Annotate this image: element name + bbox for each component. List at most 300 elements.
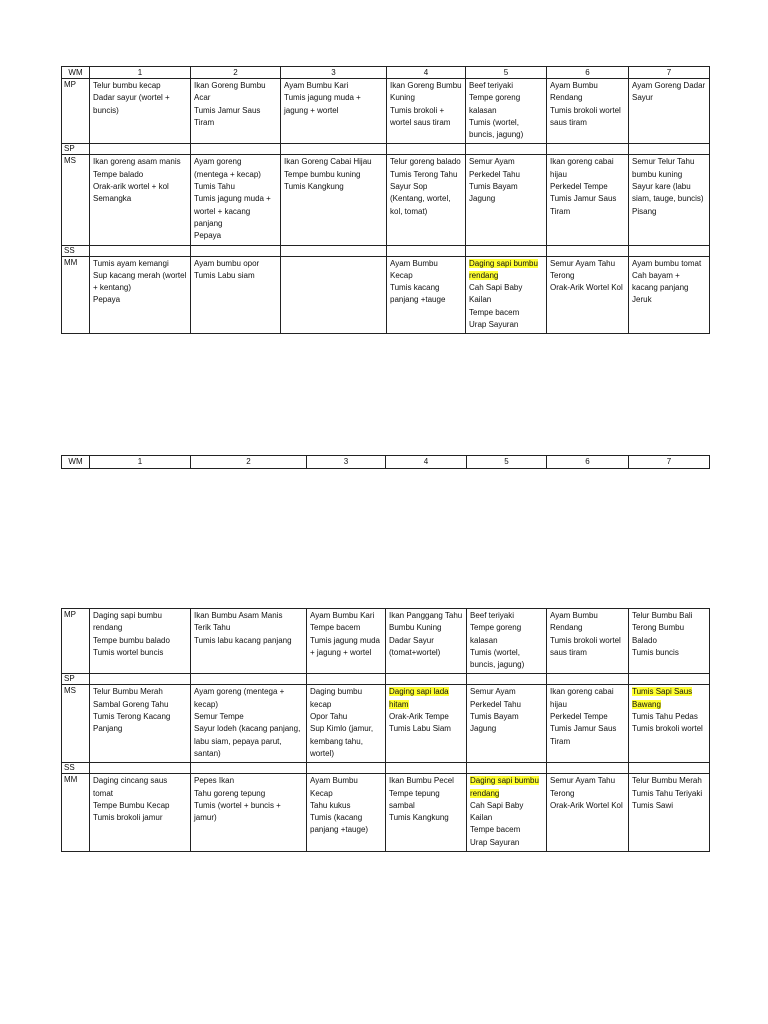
- menu-item: [632, 775, 706, 787]
- dish-text: Tumis Terong Tahu: [390, 169, 458, 179]
- menu-item: [93, 294, 187, 306]
- header-row: [62, 67, 710, 79]
- menu-item: [470, 610, 543, 622]
- dish-text: Tumis Labu Siam: [389, 724, 451, 734]
- menu-cell: [629, 774, 710, 852]
- row-label: MS: [62, 685, 90, 763]
- menu-item: [284, 92, 383, 117]
- menu-cell: [281, 79, 387, 144]
- menu-item: [469, 258, 543, 283]
- menu-table-body: [62, 609, 710, 852]
- menu-item: [632, 156, 706, 181]
- menu-cell: [307, 674, 386, 685]
- row-label: MM: [62, 774, 90, 852]
- menu-item: [93, 270, 187, 295]
- menu-table-header-only: [61, 455, 710, 469]
- dish-text: Ikan goreng asam manis: [93, 157, 181, 167]
- dish-text: Urap Sayuran: [469, 320, 519, 330]
- dish-text: Ikan Bumbu Pecel: [389, 776, 454, 786]
- dish-text: Tempe bacem: [470, 825, 521, 835]
- menu-item: [310, 775, 382, 800]
- dish-text: Semur Ayam Tahu Terong: [550, 258, 616, 280]
- dish-text: Tumis brokoli + wortel saus tiram: [390, 105, 451, 127]
- menu-cell: [547, 256, 629, 334]
- menu-cell: [281, 256, 387, 334]
- menu-item: [310, 622, 382, 634]
- menu-item: [550, 711, 625, 723]
- header-cell: 6: [547, 456, 629, 469]
- menu-cell: [191, 609, 307, 674]
- menu-cell: [387, 79, 466, 144]
- dish-text: Tumis (wortel, buncis, jagung): [469, 117, 524, 140]
- menu-item: [194, 635, 303, 647]
- menu-cell: [629, 685, 710, 763]
- menu-item: [389, 788, 463, 813]
- dish-text: Semangka: [93, 194, 132, 204]
- dish-text: Terik Tahu: [194, 623, 231, 633]
- menu-item: [469, 282, 543, 307]
- menu-item: [93, 156, 187, 168]
- dish-text: Terong Bumbu Balado: [632, 623, 685, 645]
- menu-item: [469, 169, 543, 181]
- menu-item: [390, 156, 462, 168]
- menu-cell: [281, 245, 387, 256]
- menu-cell: [281, 144, 387, 155]
- dish-text: Semur Tempe: [194, 712, 244, 722]
- dish-text: Tumis jagung muda + jagung + wortel: [310, 635, 380, 657]
- meal-row: [62, 774, 710, 852]
- menu-item: [93, 169, 187, 181]
- menu-item: [194, 788, 303, 800]
- dish-text: Daging bumbu kecap: [310, 687, 363, 709]
- dish-text: Telur Bumbu Merah: [93, 687, 163, 697]
- dish-text: Tempe goreng kalasan: [470, 623, 522, 645]
- menu-item: [93, 699, 187, 711]
- menu-cell: [386, 685, 467, 763]
- meal-row: [62, 256, 710, 334]
- dish-text: Ikan goreng cabai hijau: [550, 687, 614, 709]
- header-cell: 7: [629, 67, 710, 79]
- menu-item: [469, 92, 543, 117]
- dish-text: Tumis brokoli wortel saus tiram: [550, 635, 621, 657]
- menu-cell: [547, 245, 629, 256]
- menu-cell: [386, 774, 467, 852]
- header-cell: 7: [629, 456, 710, 469]
- dish-text: Tumis Tahu: [194, 182, 235, 192]
- menu-cell: [90, 774, 191, 852]
- menu-item: [194, 622, 303, 634]
- dish-text: Tumis Kangkung: [284, 182, 344, 192]
- dish-text: Tumis buncis: [632, 647, 679, 657]
- dish-text: Tempe Bumbu Kecap: [93, 800, 170, 810]
- menu-cell: [386, 674, 467, 685]
- menu-item: [389, 686, 463, 711]
- dish-text: Tempe bacem: [469, 307, 520, 317]
- menu-item: [550, 258, 625, 283]
- dish-text: Cah bayam + kacang panjang: [632, 270, 689, 293]
- menu-cell: [629, 674, 710, 685]
- menu-cell: [386, 609, 467, 674]
- dish-text: Cah Sapi Baby Kailan: [469, 283, 523, 305]
- dish-text: Pepaya: [93, 295, 121, 305]
- menu-item: [632, 800, 706, 812]
- menu-item: [550, 80, 625, 105]
- dish-text: Ikan Bumbu Asam Manis: [194, 611, 283, 620]
- dish-text: Tumis (kacang panjang +tauge): [310, 813, 369, 835]
- dish-text: Sayur Sop (Kentang, wortel, kol, tomat): [390, 182, 451, 216]
- menu-cell: [90, 245, 191, 256]
- menu-cell: [90, 144, 191, 155]
- menu-item: [390, 181, 462, 218]
- dish-text: Ikan Goreng Bumbu Acar: [194, 81, 266, 103]
- dish-text: Tempe goreng kalasan: [469, 93, 521, 115]
- menu-cell: [281, 155, 387, 245]
- menu-item: [550, 775, 625, 800]
- dish-text: Ayam Bumbu Kecap: [390, 258, 438, 280]
- dish-text: Ayam goreng (mentega + kecap): [194, 157, 261, 179]
- header-cell: 5: [466, 67, 547, 79]
- menu-cell: [467, 685, 547, 763]
- dish-text: Tumis brokoli jamur: [93, 813, 163, 823]
- menu-table-body: [62, 79, 710, 334]
- menu-cell: [90, 685, 191, 763]
- menu-item: [550, 156, 625, 181]
- menu-cell: [547, 685, 629, 763]
- menu-cell: [191, 245, 281, 256]
- menu-cell: [90, 155, 191, 245]
- menu-item: [632, 258, 706, 270]
- dish-text: Ayam Bumbu Rendang: [550, 611, 598, 633]
- menu-cell: [547, 763, 629, 774]
- menu-item: [194, 800, 303, 825]
- dish-text: Pepes Ikan: [194, 776, 235, 786]
- row-label: MP: [62, 79, 90, 144]
- menu-item: [93, 647, 187, 659]
- dish-text: Tempe bumbu balado: [93, 635, 170, 645]
- dish-text: Semur Ayam Tahu Terong: [550, 776, 616, 798]
- menu-item: [469, 307, 543, 319]
- menu-cell: [629, 144, 710, 155]
- menu-cell: [467, 774, 547, 852]
- menu-cell: [629, 256, 710, 334]
- dish-text: Tumis jagung muda + wortel + kacang panjang: [194, 194, 271, 228]
- menu-item: [632, 622, 706, 647]
- dish-text: Daging cincang saus tomat: [93, 776, 168, 798]
- menu-cell: [467, 674, 547, 685]
- menu-item: [389, 610, 463, 635]
- dish-text: Pisang: [632, 206, 657, 216]
- menu-item: [632, 723, 706, 735]
- dish-text: Tumis Labu siam: [194, 270, 255, 280]
- header-cell: 3: [307, 456, 386, 469]
- dish-text: Tumis Jamur Saus Tiram: [550, 194, 617, 216]
- menu-item: [93, 686, 187, 698]
- meal-row: [62, 685, 710, 763]
- header-row: [62, 456, 710, 469]
- header-cell: 4: [386, 456, 467, 469]
- menu-cell: [307, 685, 386, 763]
- menu-item: [469, 156, 543, 168]
- dish-text: Tumis (wortel, buncis, jagung): [470, 647, 525, 670]
- menu-cell: [467, 763, 547, 774]
- menu-item: [194, 610, 303, 622]
- dish-text: Semur Telur Tahu bumbu kuning: [632, 157, 695, 179]
- menu-item: [389, 723, 463, 735]
- menu-cell: [547, 774, 629, 852]
- header-cell: 2: [191, 456, 307, 469]
- menu-item: [632, 647, 706, 659]
- dish-text: Ikan Goreng Bumbu Kuning: [390, 81, 462, 103]
- menu-cell: [90, 79, 191, 144]
- menu-cell: [387, 144, 466, 155]
- menu-table-week-2: [61, 608, 710, 852]
- menu-item: [284, 80, 383, 92]
- menu-item: [93, 258, 187, 270]
- menu-item: [389, 635, 463, 660]
- menu-item: [284, 156, 383, 168]
- row-label: SP: [62, 144, 90, 155]
- menu-item: [194, 711, 303, 723]
- dish-text: Ayam bumbu tomat: [632, 258, 702, 268]
- menu-item: [93, 193, 187, 205]
- menu-item: [390, 282, 462, 307]
- menu-item: [194, 723, 303, 760]
- menu-item: [310, 610, 382, 622]
- menu-item: [470, 775, 543, 800]
- menu-cell: [466, 245, 547, 256]
- dish-text: Tumis Bayam Jagung: [469, 182, 518, 204]
- menu-item: [194, 258, 277, 270]
- separator-row: [62, 763, 710, 774]
- menu-item: [470, 800, 543, 825]
- menu-cell: [387, 155, 466, 245]
- menu-cell: [547, 609, 629, 674]
- dish-text: Tumis Terong Kacang Panjang: [93, 712, 171, 734]
- menu-item: [390, 80, 462, 105]
- header-cell: WM: [62, 67, 90, 79]
- menu-item: [310, 635, 382, 660]
- menu-item: [93, 812, 187, 824]
- dish-text: Orak-Arik Wortel Kol: [550, 283, 623, 293]
- menu-item: [194, 686, 303, 711]
- menu-item: [390, 258, 462, 283]
- row-label: SS: [62, 245, 90, 256]
- menu-cell: [466, 79, 547, 144]
- dish-text: Tumis Kangkung: [389, 813, 449, 823]
- menu-item: [550, 686, 625, 711]
- dish-text: Perkedel Tahu: [470, 699, 521, 709]
- meal-row: [62, 79, 710, 144]
- menu-item: [93, 80, 187, 92]
- menu-cell: [387, 245, 466, 256]
- menu-item: [469, 80, 543, 92]
- menu-cell: [547, 144, 629, 155]
- menu-item: [632, 270, 706, 295]
- menu-cell: [629, 609, 710, 674]
- dish-text: Ikan goreng cabai hijau: [550, 157, 614, 179]
- dish-text: Beef teriyaki: [470, 611, 515, 620]
- dish-text: Telur Bumbu Merah: [632, 776, 702, 786]
- dish-text: Telur goreng balado: [390, 157, 461, 167]
- menu-item: [550, 635, 625, 660]
- menu-item: [284, 169, 383, 181]
- menu-item: [632, 686, 706, 711]
- header-cell: 3: [281, 67, 387, 79]
- menu-item: [310, 686, 382, 711]
- menu-item: [389, 812, 463, 824]
- dish-text: Cah Sapi Baby Kailan: [470, 800, 524, 823]
- menu-item: [632, 788, 706, 800]
- menu-cell: [466, 256, 547, 334]
- menu-item: [550, 105, 625, 130]
- meal-row: [62, 155, 710, 245]
- menu-item: [550, 610, 625, 635]
- dish-text: Beef teriyaki: [469, 81, 514, 90]
- menu-cell: [629, 155, 710, 245]
- dish-text: Perkedel Tahu: [469, 169, 520, 179]
- dish-text: Tumis Jamur Saus Tiram: [550, 724, 617, 746]
- dish-text: Tumis brokoli wortel: [632, 724, 703, 734]
- menu-item: [632, 610, 706, 622]
- dish-text: Sambal Goreng Tahu: [93, 699, 169, 709]
- dish-text: Opor Tahu: [310, 712, 348, 722]
- menu-cell: [386, 763, 467, 774]
- menu-cell: [191, 79, 281, 144]
- menu-item: [194, 105, 277, 130]
- menu-item: [550, 181, 625, 193]
- menu-item: [194, 80, 277, 105]
- dish-text: Sup kacang merah (wortel + kentang): [93, 270, 187, 293]
- dish-text: Ayam goreng (mentega + kecap): [194, 687, 285, 709]
- highlighted-dish: Tumis Sapi Saus Bawang: [632, 687, 693, 709]
- dish-text: Ikan Goreng Cabai Hijau: [284, 157, 372, 167]
- menu-item: [310, 800, 382, 812]
- menu-item: [390, 105, 462, 130]
- separator-row: [62, 245, 710, 256]
- menu-item: [194, 156, 277, 181]
- menu-item: [550, 723, 625, 748]
- dish-text: Tumis Tahu Pedas: [632, 712, 698, 722]
- menu-item: [632, 206, 706, 218]
- menu-item: [389, 775, 463, 787]
- menu-cell: [191, 763, 307, 774]
- dish-text: Tumis Bayam Jagung: [470, 712, 519, 734]
- menu-item: [470, 686, 543, 698]
- menu-item: [93, 181, 187, 193]
- dish-text: Telur bumbu kecap: [93, 81, 161, 90]
- menu-item: [389, 711, 463, 723]
- dish-text: Tempe bacem: [310, 623, 361, 633]
- menu-cell: [90, 256, 191, 334]
- menu-item: [310, 711, 382, 723]
- dish-text: Ayam Bumbu Kecap: [310, 776, 358, 798]
- menu-item: [469, 117, 543, 142]
- dish-text: Perkedel Tempe: [550, 182, 608, 192]
- menu-cell: [191, 155, 281, 245]
- header-cell: 5: [467, 456, 547, 469]
- menu-item: [550, 282, 625, 294]
- dish-text: Orak-arik wortel + kol: [93, 182, 169, 192]
- highlighted-dish: Daging sapi bumbu rendang: [470, 776, 539, 798]
- menu-item: [310, 723, 382, 760]
- header-cell: 4: [387, 67, 466, 79]
- menu-item: [632, 711, 706, 723]
- dish-text: Urap Sayuran: [470, 837, 520, 847]
- dish-text: Ayam Goreng Dadar Sayur: [632, 81, 706, 103]
- dish-text: Tempe tepung sambal: [389, 788, 440, 810]
- menu-cell: [191, 674, 307, 685]
- dish-text: Dadar Sayur (tomat+wortel): [389, 635, 441, 657]
- menu-item: [194, 775, 303, 787]
- menu-cell: [467, 609, 547, 674]
- menu-cell: [629, 79, 710, 144]
- separator-row: [62, 144, 710, 155]
- dish-text: Sayur kare (labu siam, tauge, buncis): [632, 182, 704, 204]
- dish-text: Tumis jagung muda + jagung + wortel: [284, 93, 361, 115]
- menu-cell: [191, 144, 281, 155]
- menu-table-week-1: [61, 66, 710, 334]
- menu-item: [194, 230, 277, 242]
- menu-cell: [307, 609, 386, 674]
- menu-item: [93, 711, 187, 736]
- header-cell: WM: [62, 456, 90, 469]
- menu-cell: [191, 685, 307, 763]
- menu-item: [632, 294, 706, 306]
- dish-text: Tahu goreng tepung: [194, 788, 266, 798]
- menu-item: [632, 80, 706, 105]
- menu-item: [550, 193, 625, 218]
- dish-text: Ikan Panggang Tahu Bumbu Kuning: [389, 611, 463, 633]
- dish-text: Tumis kacang panjang +tauge: [390, 283, 446, 305]
- menu-cell: [90, 609, 191, 674]
- menu-item: [93, 800, 187, 812]
- dish-text: Semur Ayam: [469, 157, 515, 167]
- dish-text: Tumis brokoli wortel saus tiram: [550, 105, 621, 127]
- dish-text: Tempe balado: [93, 169, 144, 179]
- dish-text: Tumis (wortel + buncis + jamur): [194, 800, 281, 823]
- menu-cell: [191, 256, 281, 334]
- menu-cell: [547, 79, 629, 144]
- menu-item: [93, 775, 187, 800]
- header-cell: 6: [547, 67, 629, 79]
- dish-text: Tahu kukus: [310, 800, 351, 810]
- menu-item: [390, 169, 462, 181]
- dish-text: Ayam bumbu opor: [194, 258, 260, 268]
- menu-item: [470, 699, 543, 711]
- menu-cell: [547, 155, 629, 245]
- menu-item: [470, 647, 543, 672]
- menu-item: [470, 622, 543, 647]
- dish-text: Ayam Bumbu Kari: [284, 81, 349, 90]
- menu-item: [632, 181, 706, 206]
- dish-text: Tumis labu kacang panjang: [194, 635, 292, 645]
- menu-item: [550, 800, 625, 812]
- dish-text: Pepaya: [194, 231, 222, 241]
- dish-text: Tumis ayam kemangi: [93, 258, 169, 268]
- menu-cell: [191, 774, 307, 852]
- header-cell: 1: [90, 67, 191, 79]
- menu-item: [469, 319, 543, 331]
- dish-text: Sup Kimlo (jamur, kembang tahu, wortel): [310, 724, 374, 758]
- dish-text: Daging sapi bumbu rendang: [93, 611, 162, 633]
- menu-item: [194, 270, 277, 282]
- menu-cell: [547, 674, 629, 685]
- menu-item: [284, 181, 383, 193]
- dish-text: Tempe bumbu kuning: [284, 169, 361, 179]
- dish-text: Tumis Sawi: [632, 800, 674, 810]
- menu-cell: [90, 763, 191, 774]
- row-label: SS: [62, 763, 90, 774]
